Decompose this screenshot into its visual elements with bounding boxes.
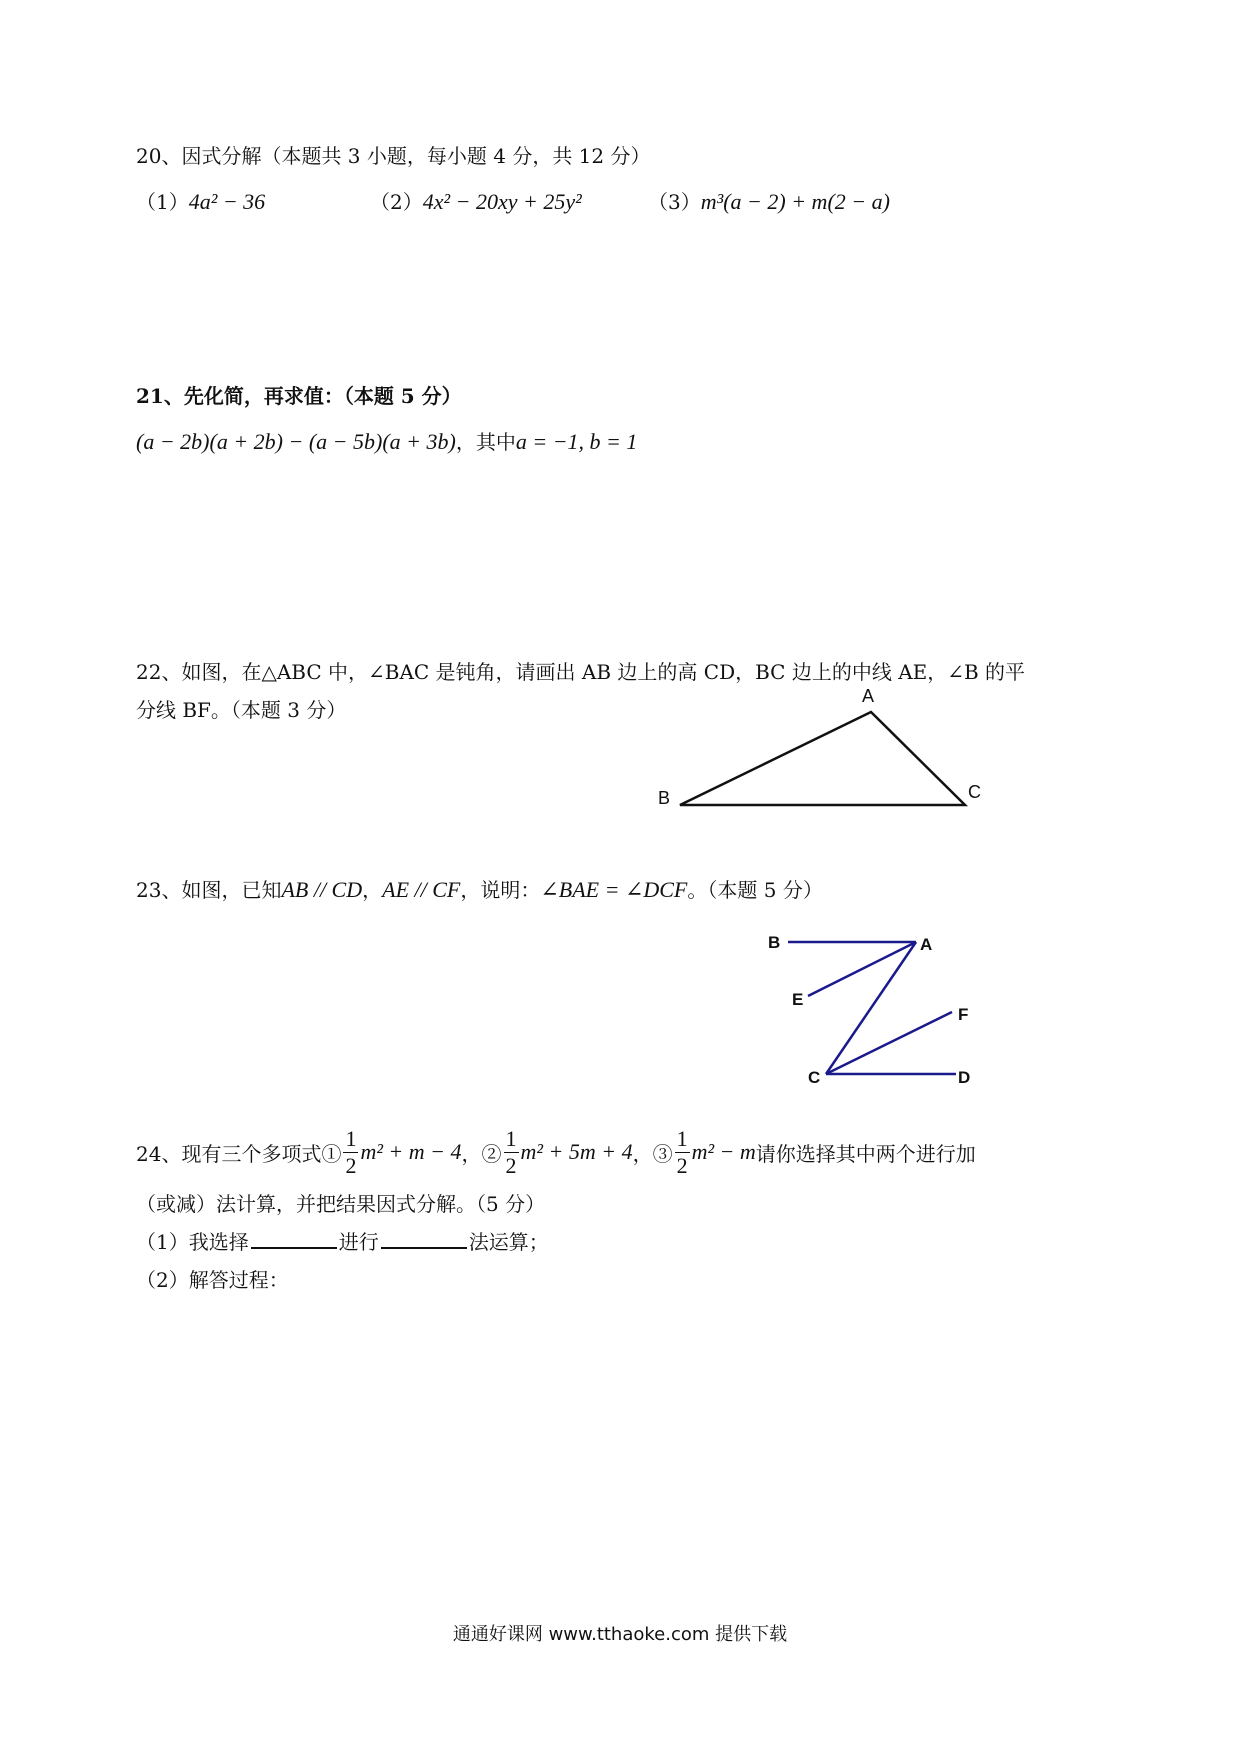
q24-frac-3 [675, 1125, 690, 1178]
frac-den: 2 [505, 1152, 517, 1178]
q24-poly1: m² + m − 4 [360, 1139, 462, 1164]
q24-suffix: 请你选择其中两个进行加 [755, 1141, 976, 1166]
q24-sep1: ，② [461, 1141, 502, 1166]
q24-p1-a: （1）我选择 [136, 1230, 249, 1254]
frac-num: 1 [505, 1125, 517, 1151]
q24-p1-b: 进行 [338, 1230, 379, 1254]
q24-frac-1 [343, 1125, 358, 1178]
q24-frac-2 [504, 1125, 519, 1178]
q23-prefix: 23、如图，已知 [136, 878, 282, 902]
operation-blank[interactable] [381, 1227, 467, 1249]
triangle-abc [680, 712, 965, 805]
frac-den: 2 [676, 1152, 688, 1178]
q23-given1: AB // CD [281, 877, 363, 902]
q21-cond-expr: a = −1, b = 1 [515, 429, 638, 454]
q22-line2: 分线 BF。（本题 3 分） [136, 698, 347, 722]
frac-den: 2 [345, 1152, 357, 1178]
q24-part1 [136, 1226, 549, 1255]
q24-p1-c: 法运算； [468, 1230, 549, 1254]
q21-expr: (a − 2b)(a + 2b) − (a − 5b)(a + 3b) [136, 429, 456, 454]
q20-p3-label: （3） [648, 190, 701, 214]
q20-p1-expr: 4a² − 36 [188, 189, 266, 214]
q23-given2: AE // CF [382, 877, 461, 902]
q21-expression-line [136, 426, 637, 455]
q23-comma: ， [362, 878, 383, 902]
tri-label-c: C [968, 782, 981, 802]
q24-prefix: 24、现有三个多项式① [136, 1141, 342, 1166]
q24-poly3: m² − m [691, 1139, 756, 1164]
q23-explain: ，说明： [460, 878, 541, 902]
q20-part1 [136, 186, 265, 215]
fig-label-a: A [920, 935, 933, 954]
page-footer: 通通好课网 www.tthaoke.com 提供下载 [452, 1624, 788, 1645]
q20-p2-label: （2） [370, 190, 423, 214]
q23-suffix: 。（本题 5 分） [687, 878, 823, 902]
q20-p2-expr: 4x² − 20xy + 25y² [422, 189, 582, 214]
q20-p1-label: （1） [136, 190, 189, 214]
q20-part3 [648, 186, 890, 215]
triangle-abc-figure [640, 680, 1000, 830]
q20-p3-expr: m³(a − 2) + m(2 − a) [700, 189, 890, 214]
fig-label-c: C [808, 1068, 821, 1087]
segment-ac [826, 942, 916, 1074]
fig-label-e: E [792, 990, 804, 1009]
parallel-lines-figure [760, 920, 990, 1100]
segment-cf [826, 1012, 952, 1074]
q24-line1 [136, 1122, 976, 1182]
segment-ea [808, 942, 916, 996]
q21-title: 21、先化简，再求值：（本题 5 分） [136, 384, 462, 408]
fig-label-f: F [958, 1005, 969, 1024]
q20-part2 [370, 186, 582, 215]
q24-sep2: ，③ [632, 1141, 673, 1166]
q20-title: 20、因式分解（本题共 3 小题，每小题 4 分，共 12 分） [136, 144, 651, 168]
q24-line2: （或减）法计算，并把结果因式分解。（5 分） [136, 1192, 546, 1216]
choice-blank[interactable] [251, 1227, 337, 1249]
tri-label-b: B [658, 788, 671, 808]
fig-label-b: B [768, 933, 781, 952]
q23-claim: ∠BAE = ∠DCF [540, 877, 688, 902]
q24-part2: （2）解答过程： [136, 1268, 289, 1292]
q22-line1: 22、如图，在△ABC 中，∠BAC 是钝角，请画出 AB 边上的高 CD，BC 边上的中线 AE，∠B 的平 [136, 660, 1026, 684]
q21-cond-text: ，其中 [455, 430, 516, 454]
frac-num: 1 [676, 1125, 688, 1151]
fig-label-d: D [958, 1068, 971, 1087]
frac-num: 1 [345, 1125, 357, 1151]
q23-line [136, 874, 823, 903]
tri-label-a: A [862, 686, 875, 706]
q24-poly2: m² + 5m + 4 [520, 1139, 633, 1164]
